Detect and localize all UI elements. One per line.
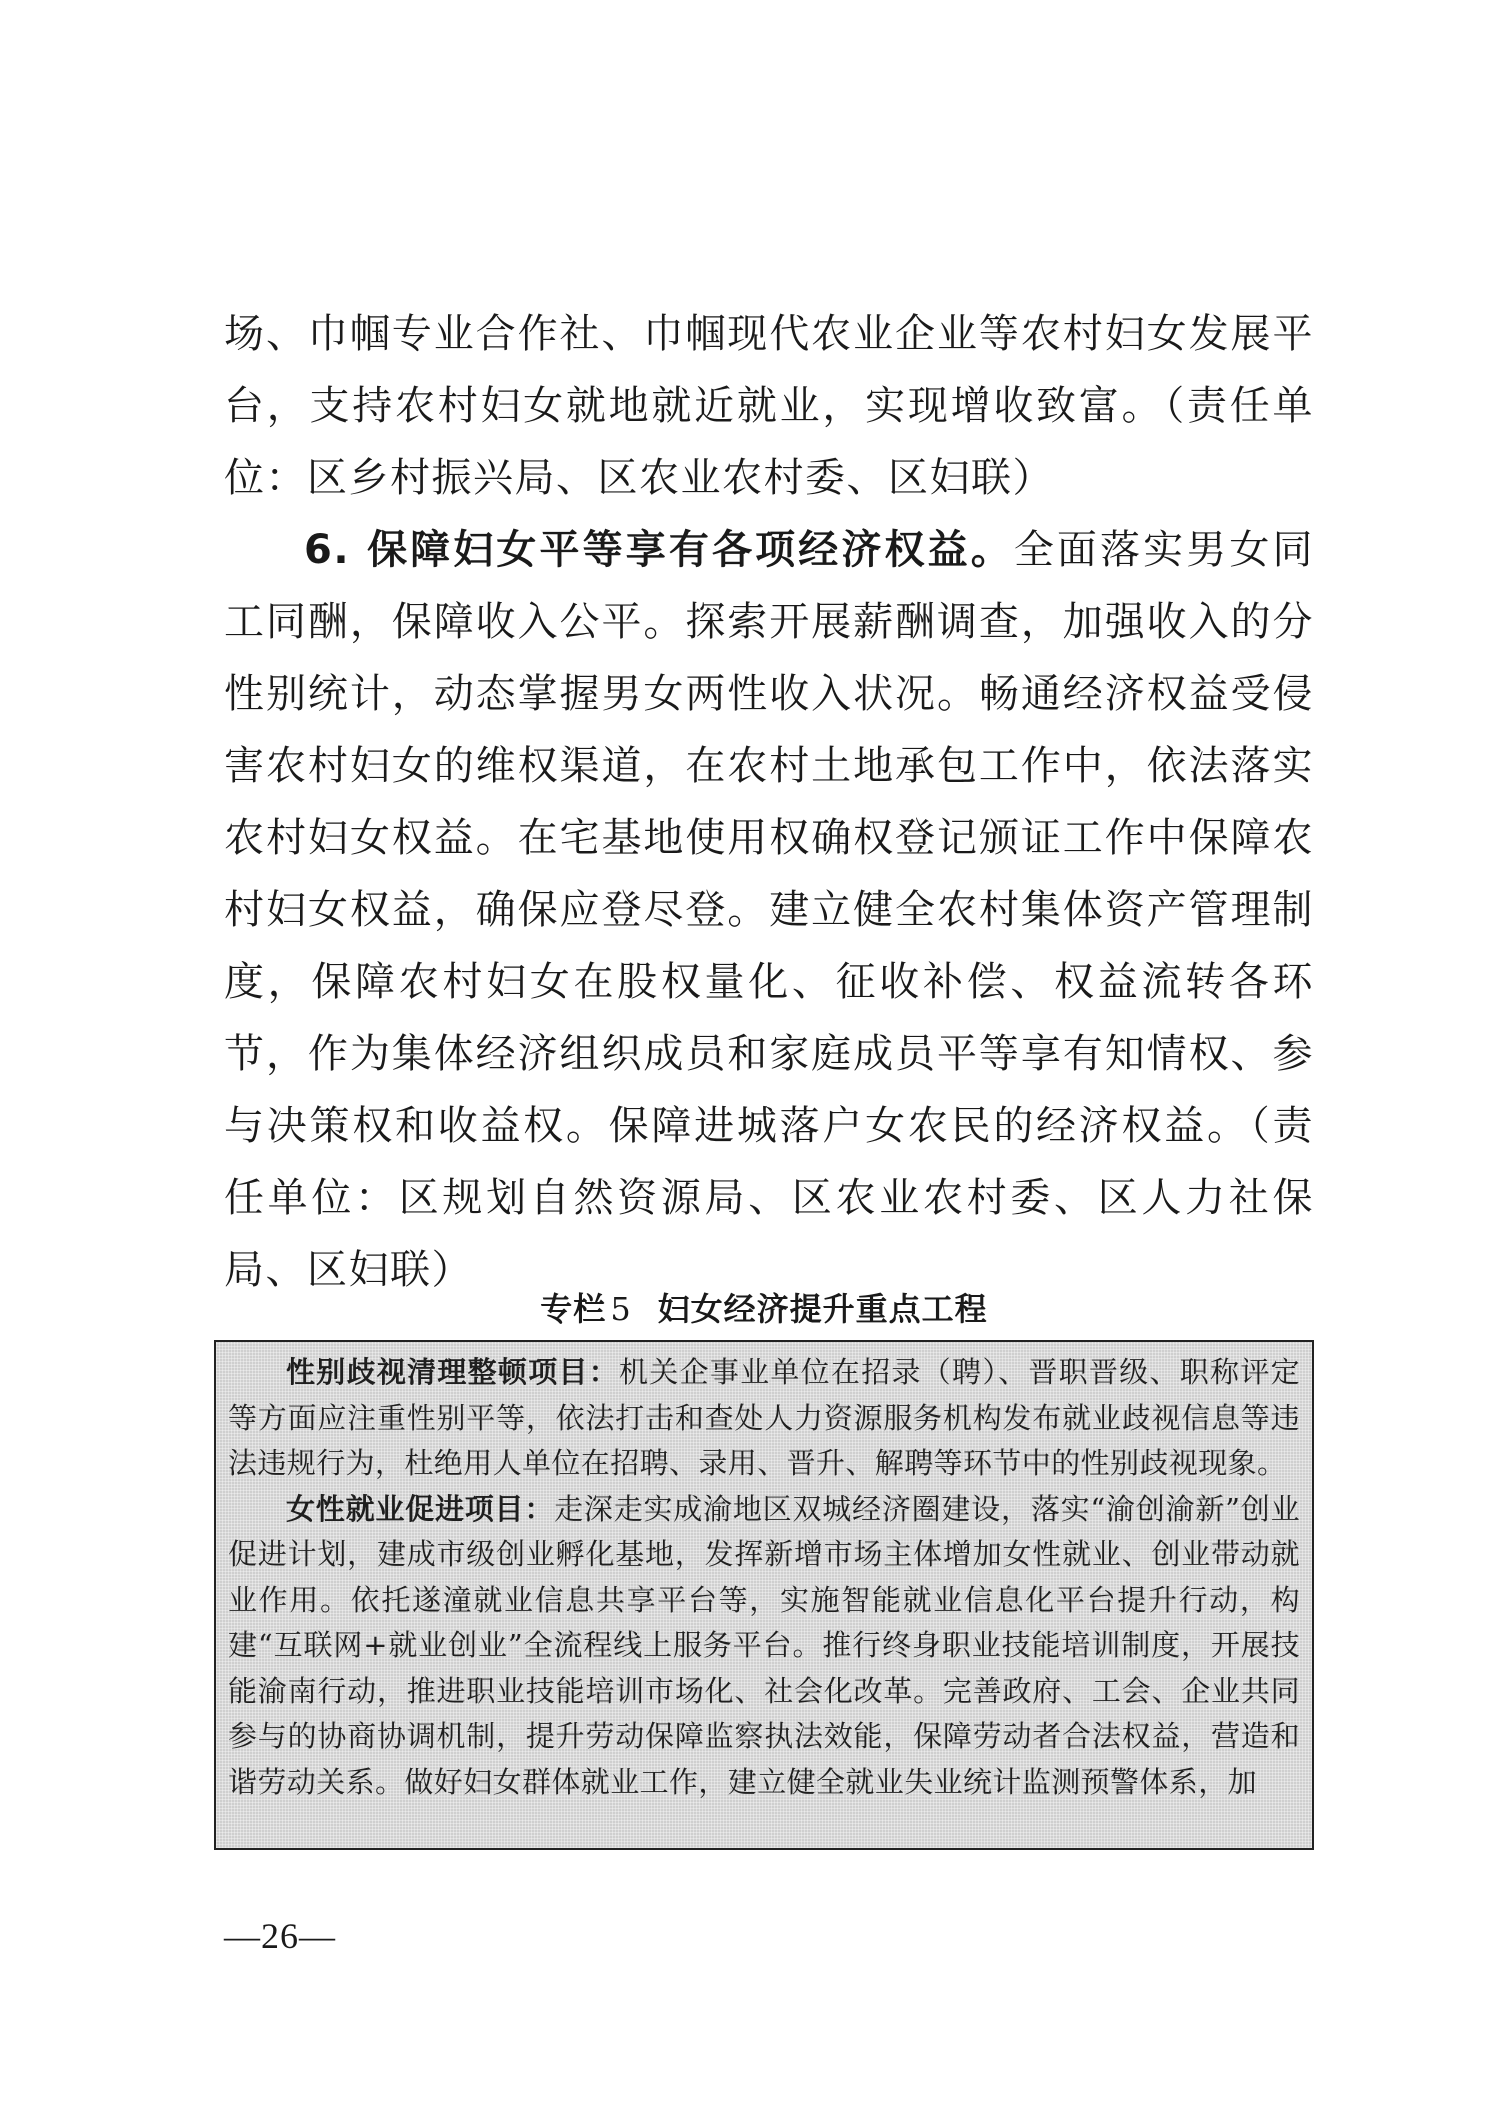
paragraph-text: 全面落实男女同工同酬，保障收入公平。探索开展薪酬调查，加强收入的分性别统计，动态掌握男女两性收入状况。畅通经济权益受侵害农村妇女的维权渠道，在农村土地承包工作中，依法落实农村妇女权益。在宅基地使用权确权登记颁证工作中保障农村妇女权益，确保应登尽登。建立健全农村集体资产管理制度，保障农村妇女在股权量化、征收补偿、权益流转各环节，作为集体经济组织成员和家庭成员平等享有知情权、参与决策权和收益权。保障进城落户女农民的经济权益。（责任单位：区规划自然资源局、区农业农村委、区人力社保局、区妇联） bbox=[224, 527, 1315, 1293]
box-item-lead: 女性就业促进项目： bbox=[286, 1491, 555, 1526]
box-item-text: 走深走实成渝地区双城经济圈建设，落实“渝创渝新”创业促进计划，建成市级创业孵化基地，发挥新增市场主体增加女性就业、创业带动就业作用。依托遂潼就业信息共享平台等，实施智能就业信息化平台提升行动，构建“互联网+就业创业”全流程线上服务平台。推行终身职业技能培训制度，开展技能渝南行动，推进职业技能培训市场化、社会化改革。完善政府、工会、企业共同参与的协商协调机制，提升劳动保障监察执法效能，保障劳动者合法权益，营造和谐劳动关系。做好妇女群体就业工作，建立健全就业失业统计监测预警体系，加 bbox=[228, 1491, 1300, 1799]
column-title-text: 妇女经济提升重点工程 bbox=[657, 1290, 988, 1328]
paragraph-heading: 6. 保障妇女平等享有各项经济权益。 bbox=[304, 527, 1014, 573]
paragraph-text: 场、巾帼专业合作社、巾帼现代农业企业等农村妇女发展平台，支持农村妇女就地就近就业，实现增收致富。（责任单位：区乡村振兴局、区农业农村委、区妇联） bbox=[224, 311, 1314, 501]
column-title-number: 5 bbox=[610, 1290, 632, 1328]
paragraph-economic-rights bbox=[224, 514, 1314, 1306]
column-box bbox=[214, 1340, 1314, 1850]
box-item-employment-promotion bbox=[228, 1487, 1300, 1806]
box-item-text: 机关企事业单位在招录（聘）、晋职晋级、职称评定等方面应注重性别平等，依法打击和查处人力资源服务机构发布就业歧视信息等违法违规行为，杜绝用人单位在招聘、录用、晋升、解聘等环节中的性别歧视现象。 bbox=[228, 1355, 1300, 1480]
column-box-title bbox=[214, 1285, 1314, 1333]
column-title-prefix: 专栏 bbox=[540, 1290, 607, 1328]
paragraph-continued bbox=[224, 298, 1314, 514]
box-item-lead: 性别歧视清理整顿项目： bbox=[286, 1355, 620, 1389]
page-number: —26— bbox=[224, 1916, 336, 1956]
body-text bbox=[224, 298, 1314, 1306]
box-item-gender-discrimination bbox=[228, 1350, 1300, 1487]
